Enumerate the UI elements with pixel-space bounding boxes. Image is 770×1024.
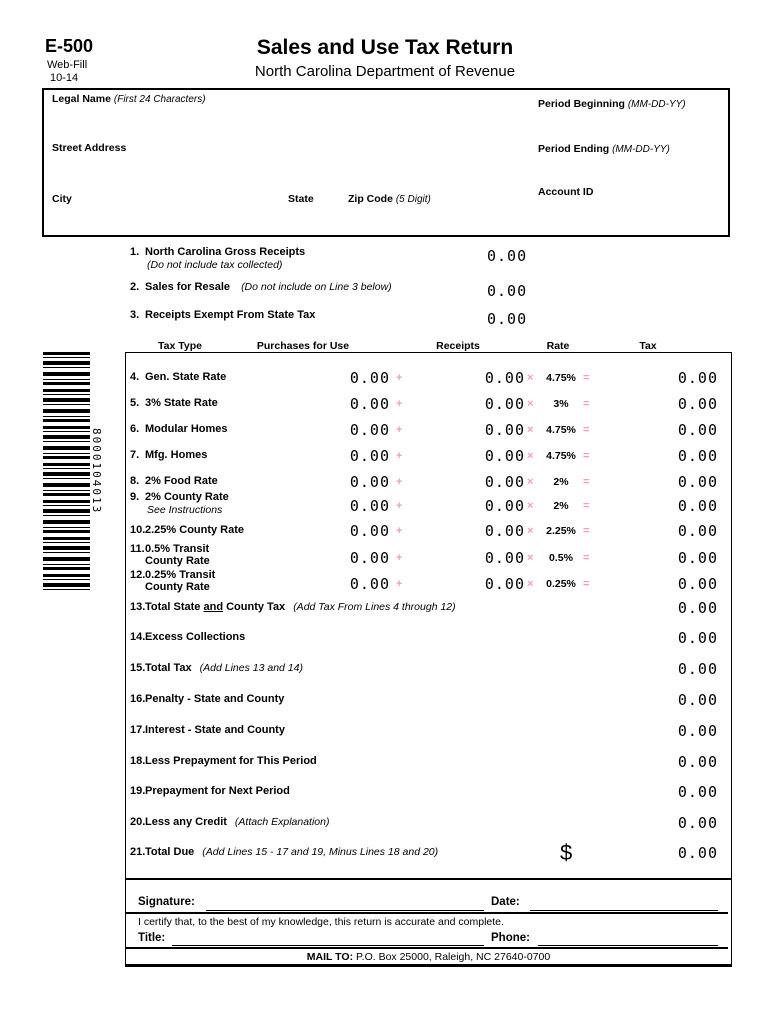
plus-operator: + (396, 476, 403, 488)
equals-operator: = (583, 578, 590, 590)
page-title: Sales and Use Tax Return (256, 36, 514, 59)
table-row-7 (125, 443, 730, 469)
period-ending-field[interactable] (538, 157, 718, 183)
form-revision: 10-14 (50, 72, 79, 84)
plus-operator: + (396, 578, 403, 590)
form-version: Web-Fill (47, 59, 88, 71)
line-2-row (125, 281, 730, 309)
form-id: E-500 (45, 36, 94, 56)
line-14-label (145, 631, 245, 643)
street-address-label: Street Address (52, 142, 127, 154)
table-row-4 (125, 365, 730, 391)
purchases-field[interactable]: 0.00 (349, 473, 390, 491)
label-text: Excess Collections (145, 631, 246, 643)
mail-to-line (126, 951, 731, 963)
line-17-value-field[interactable]: 0.00 (677, 722, 718, 740)
page-subtitle: North Carolina Department of Revenue (254, 63, 516, 80)
zip-label-text: Zip Code (348, 193, 393, 205)
line-20-label (145, 816, 329, 828)
dollar-sign: $ (560, 840, 573, 865)
line-19-value-field[interactable]: 0.00 (677, 783, 718, 801)
line-number: 17. (130, 724, 146, 736)
times-operator: × (527, 500, 534, 512)
times-operator: × (527, 424, 534, 436)
plus-operator: + (396, 424, 403, 436)
period-beginning-label-text: Period Beginning (538, 98, 625, 110)
rate-label: 3% (553, 398, 569, 410)
line-1-row (125, 246, 730, 274)
line-20-row (125, 810, 730, 836)
line-17-row (125, 718, 730, 744)
receipts-field[interactable]: 0.00 (484, 575, 525, 593)
period-beginning-hint: (MM-DD-YY) (627, 99, 686, 110)
barcode-number: 8000104013 (90, 428, 103, 515)
rate-label: 4.75% (546, 450, 576, 462)
zip-hint: (5 Digit) (395, 194, 431, 205)
times-operator: × (527, 525, 534, 537)
purchases-field[interactable]: 0.00 (349, 421, 390, 439)
rate-label: 4.75% (546, 372, 576, 384)
line-number: 5. (130, 397, 140, 409)
line-14-value-field[interactable]: 0.00 (677, 629, 718, 647)
plus-operator: + (396, 398, 403, 410)
label-text: Interest - State and County (145, 724, 285, 736)
line-16-row (125, 687, 730, 713)
date-field[interactable] (530, 896, 718, 911)
phone-label: Phone: (491, 932, 530, 944)
table-row-9 (125, 491, 730, 521)
line-13-value-field[interactable]: 0.00 (677, 599, 718, 617)
tax-type-label-line2: County Rate (145, 555, 210, 567)
line-18-label (145, 755, 317, 767)
line-number: 21. (130, 846, 146, 858)
state-field[interactable] (288, 206, 338, 232)
line-19-row (125, 779, 730, 805)
line-number: 9. (130, 491, 140, 503)
city-field[interactable] (52, 206, 277, 232)
label-text: County Tax (223, 601, 286, 613)
column-header-tax-type: Tax Type (158, 340, 202, 352)
divider (126, 947, 728, 949)
line-15-row (125, 656, 730, 682)
plus-operator: + (396, 552, 403, 564)
tax-field[interactable]: 0.00 (677, 497, 718, 515)
tax-type-label: Modular Homes (145, 423, 228, 435)
line-2-value-field[interactable]: 0.00 (487, 282, 528, 300)
line-1-note: (Do not include tax collected) (147, 259, 283, 271)
line-13-note: (Add Tax From Lines 4 through 12) (293, 601, 456, 613)
label-text: Total Due (145, 846, 195, 858)
tax-field[interactable]: 0.00 (677, 369, 718, 387)
table-row-10 (125, 518, 730, 544)
state-label: State (288, 193, 314, 205)
label-text: Prepayment for Next Period (145, 785, 290, 797)
line-number: 11. (130, 543, 145, 555)
line-number: 8. (130, 475, 140, 487)
line-2-label (145, 281, 392, 293)
line-19-label (145, 785, 290, 797)
line-number: 4. (130, 371, 140, 383)
times-operator: × (527, 476, 534, 488)
mail-to-label: MAIL TO: (306, 951, 354, 963)
purchases-field[interactable]: 0.00 (349, 522, 390, 540)
plus-operator: + (396, 500, 403, 512)
table-row-5 (125, 391, 730, 417)
rate-label: 0.5% (549, 552, 573, 564)
equals-operator: = (583, 476, 590, 488)
rate-label: 2% (553, 476, 569, 488)
line-14-row (125, 625, 730, 651)
title-field[interactable] (172, 932, 484, 946)
times-operator: × (527, 398, 534, 410)
line-2-note: (Do not include on Line 3 below) (241, 281, 392, 293)
label-text: Penalty - State and County (145, 693, 285, 705)
account-id-field[interactable] (538, 200, 718, 226)
label-text: Less Prepayment for This Period (145, 755, 317, 767)
taxpayer-info-box (42, 88, 730, 237)
label-text: Less any Credit (145, 816, 227, 828)
label-underlined: and (203, 601, 224, 613)
line-21-value-field[interactable]: 0.00 (677, 844, 718, 862)
times-operator: × (527, 372, 534, 384)
line-number: 3. (130, 309, 140, 321)
city-label: City (52, 193, 72, 205)
equals-operator: = (583, 500, 590, 512)
tax-field[interactable]: 0.00 (677, 421, 718, 439)
legal-name-hint: (First 24 Characters) (113, 94, 206, 105)
line-number: 1. (130, 246, 140, 258)
line-15-label (145, 662, 303, 674)
purchases-field[interactable]: 0.00 (349, 497, 390, 515)
signature-label: Signature: (138, 896, 195, 908)
tax-type-label: 2.25% County Rate (145, 524, 245, 536)
receipts-field[interactable]: 0.00 (484, 549, 525, 567)
equals-operator: = (583, 398, 590, 410)
period-ending-label-text: Period Ending (538, 143, 610, 155)
rate-label: 2.25% (546, 525, 576, 537)
period-beginning-field[interactable] (538, 112, 718, 138)
certify-statement: I certify that, to the best of my knowledge, this return is accurate and complete. (138, 916, 504, 928)
signature-field[interactable] (206, 896, 484, 911)
rate-label: 0.25% (546, 578, 576, 590)
tax-type-label: Gen. State Rate (145, 371, 227, 383)
line-number: 15. (130, 662, 146, 674)
title-label: Title: (138, 932, 166, 944)
period-ending-label (538, 143, 670, 155)
phone-field[interactable] (538, 932, 718, 946)
line-15-note: (Add Lines 13 and 14) (199, 662, 303, 674)
mail-to-address: P.O. Box 25000, Raleigh, NC 27640-0700 (356, 951, 551, 963)
line-number: 14. (130, 631, 146, 643)
receipts-field[interactable]: 0.00 (484, 395, 525, 413)
legal-name-field[interactable] (52, 108, 522, 138)
line-17-label (145, 724, 285, 736)
line-number: 16. (130, 693, 146, 705)
purchases-field[interactable]: 0.00 (349, 447, 390, 465)
zip-field[interactable] (348, 206, 468, 232)
line-number: 7. (130, 449, 140, 461)
line-21-row (125, 840, 730, 866)
equals-operator: = (583, 552, 590, 564)
legal-name-label (52, 93, 206, 105)
signature-box (125, 879, 732, 967)
line-1-label: North Carolina Gross Receipts (145, 246, 306, 258)
legal-name-label-text: Legal Name (52, 93, 111, 105)
line-1-value-field[interactable]: 0.00 (487, 247, 528, 265)
barcode (43, 352, 90, 590)
tax-field[interactable]: 0.00 (677, 575, 718, 593)
receipts-field[interactable]: 0.00 (484, 369, 525, 387)
divider (126, 912, 728, 914)
tax-type-label: 0.25% Transit (145, 569, 216, 581)
tax-type-label: Mfg. Homes (145, 449, 208, 461)
see-instructions-note: See Instructions (147, 504, 223, 516)
label-text: Total State (145, 601, 204, 613)
line-16-value-field[interactable]: 0.00 (677, 691, 718, 709)
line-13-row (125, 595, 730, 621)
street-address-field[interactable] (52, 157, 522, 185)
plus-operator: + (396, 372, 403, 384)
tax-type-label: 2% County Rate (145, 491, 229, 503)
plus-operator: + (396, 525, 403, 537)
line-number: 13. (130, 601, 146, 613)
line-3-label: Receipts Exempt From State Tax (145, 309, 316, 321)
times-operator: × (527, 552, 534, 564)
receipts-field[interactable]: 0.00 (484, 473, 525, 491)
line-21-label (145, 846, 438, 858)
line-15-value-field[interactable]: 0.00 (677, 660, 718, 678)
tax-field[interactable]: 0.00 (677, 473, 718, 491)
column-header-rate: Rate (546, 340, 570, 352)
column-header-receipts: Receipts (436, 340, 480, 352)
table-row-6 (125, 417, 730, 443)
account-id-label: Account ID (538, 186, 594, 198)
column-header-purchases: Purchases for Use (256, 340, 350, 352)
line-16-label (145, 693, 284, 705)
line-3-row (125, 309, 730, 337)
times-operator: × (527, 578, 534, 590)
period-beginning-label (538, 98, 686, 110)
times-operator: × (527, 450, 534, 462)
equals-operator: = (583, 424, 590, 436)
line-20-value-field[interactable]: 0.00 (677, 814, 718, 832)
equals-operator: = (583, 372, 590, 384)
line-20-note: (Attach Explanation) (234, 816, 330, 828)
line-number: 10. (130, 524, 146, 536)
rate-label: 4.75% (546, 424, 576, 436)
date-label: Date: (491, 896, 520, 908)
receipts-field[interactable]: 0.00 (484, 497, 525, 515)
zip-label (348, 193, 431, 205)
line-number: 19. (130, 785, 146, 797)
receipts-field[interactable]: 0.00 (484, 522, 525, 540)
line-3-value-field[interactable]: 0.00 (487, 310, 528, 328)
receipts-field[interactable]: 0.00 (484, 447, 525, 465)
tax-field[interactable]: 0.00 (677, 395, 718, 413)
label-text: Total Tax (145, 662, 192, 674)
tax-type-label: 2% Food Rate (145, 475, 218, 487)
tax-type-label: 0.5% Transit (145, 543, 210, 555)
tax-type-label: 3% State Rate (145, 397, 218, 409)
equals-operator: = (583, 450, 590, 462)
receipts-field[interactable]: 0.00 (484, 421, 525, 439)
line-number: 6. (130, 423, 140, 435)
line-number: 20. (130, 816, 146, 828)
tax-field[interactable]: 0.00 (677, 447, 718, 465)
equals-operator: = (583, 525, 590, 537)
tax-type-label-line2: County Rate (145, 581, 210, 593)
line-number: 18. (130, 755, 146, 767)
line-2-label-text: Sales for Resale (145, 281, 230, 293)
purchases-field[interactable]: 0.00 (349, 575, 390, 593)
purchases-field[interactable]: 0.00 (349, 369, 390, 387)
tax-field[interactable]: 0.00 (677, 522, 718, 540)
tax-field[interactable]: 0.00 (677, 549, 718, 567)
line-number: 2. (130, 281, 140, 293)
period-ending-hint: (MM-DD-YY) (612, 144, 670, 155)
line-number: 12. (130, 569, 146, 581)
line-18-row (125, 749, 730, 775)
purchases-field[interactable]: 0.00 (349, 549, 390, 567)
purchases-field[interactable]: 0.00 (349, 395, 390, 413)
column-header-tax: Tax (639, 340, 657, 352)
line-21-note: (Add Lines 15 - 17 and 19, Minus Lines 18 and 20) (202, 846, 439, 858)
line-18-value-field[interactable]: 0.00 (677, 753, 718, 771)
plus-operator: + (396, 450, 403, 462)
line-13-label (145, 601, 456, 613)
rate-label: 2% (553, 500, 569, 512)
